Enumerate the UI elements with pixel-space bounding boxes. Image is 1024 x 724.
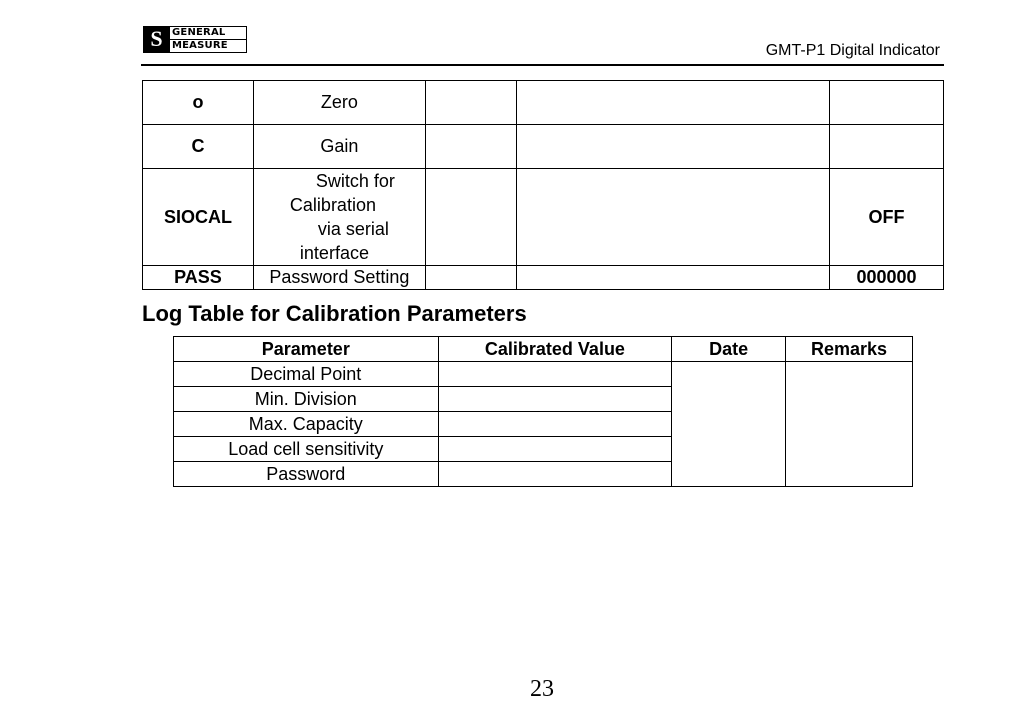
general-measure-logo (143, 26, 247, 53)
header-row (174, 337, 913, 362)
param-name-line: Switch for (315, 171, 395, 191)
logo-line-2: MEASURE (172, 40, 228, 51)
param-code: C (143, 125, 254, 169)
log-parameter: Min. Division (174, 387, 439, 412)
param-cell (516, 81, 829, 125)
table-row (174, 362, 913, 387)
log-parameter: Max. Capacity (174, 412, 439, 437)
param-name-line: Calibration (289, 195, 376, 215)
calibration-log-table (173, 336, 913, 487)
table-row (143, 81, 944, 125)
log-calibrated-value (438, 362, 672, 387)
log-calibrated-value (438, 387, 672, 412)
param-name (253, 169, 425, 266)
log-parameter: Password (174, 462, 439, 487)
table-row (143, 125, 944, 169)
parameter-table (142, 80, 944, 290)
param-code: SIOCAL (143, 169, 254, 266)
param-default: OFF (830, 169, 944, 266)
log-calibrated-value (438, 412, 672, 437)
param-cell (425, 169, 516, 266)
document-title: GMT-P1 Digital Indicator (765, 42, 940, 59)
log-remarks (786, 362, 913, 487)
param-code: o (143, 81, 254, 125)
table-row (143, 266, 944, 290)
header-rule (141, 64, 944, 66)
log-parameter: Decimal Point (174, 362, 439, 387)
param-cell (425, 81, 516, 125)
param-name-line: interface (299, 243, 369, 263)
logo-line-1: GENERAL (170, 27, 246, 40)
table-row (143, 169, 944, 266)
column-header-remarks: Remarks (786, 337, 913, 362)
param-cell (516, 266, 829, 290)
log-table-title: Log Table for Calibration Parameters (142, 301, 527, 326)
param-cell (425, 266, 516, 290)
log-parameter: Load cell sensitivity (174, 437, 439, 462)
param-name: Zero (253, 81, 425, 125)
column-header-parameter: Parameter (174, 337, 439, 362)
param-name: Password Setting (253, 266, 425, 290)
log-calibrated-value (438, 462, 672, 487)
param-default: 000000 (830, 266, 944, 290)
param-name: Gain (253, 125, 425, 169)
param-default (830, 125, 944, 169)
param-default (830, 81, 944, 125)
page-number: 23 (530, 676, 554, 702)
param-name-line: via serial (317, 219, 389, 239)
param-code: PASS (143, 266, 254, 290)
logo-mark: S (144, 27, 170, 52)
column-header-calibrated-value: Calibrated Value (438, 337, 672, 362)
param-cell (516, 125, 829, 169)
param-cell (425, 125, 516, 169)
column-header-date: Date (672, 337, 786, 362)
param-cell (516, 169, 829, 266)
logo-text (170, 27, 246, 52)
log-date (672, 362, 786, 487)
log-calibrated-value (438, 437, 672, 462)
